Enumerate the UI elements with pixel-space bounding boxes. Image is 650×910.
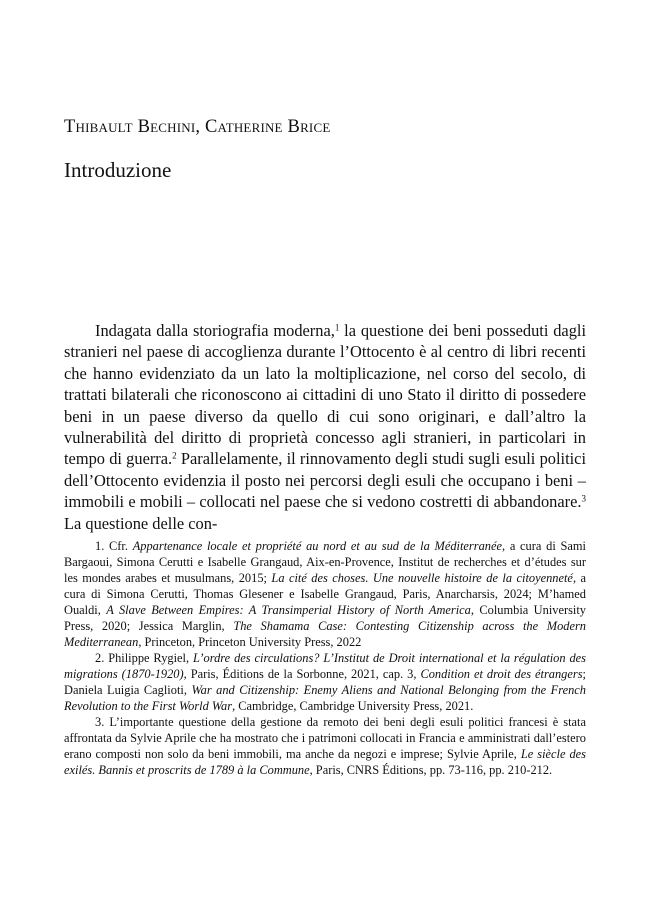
chapter-authors: Thibault Bechini, Catherine Brice [64, 117, 331, 137]
footnote-2: 2. Philippe Rygiel, L’ordre des circulations? L’Institut de Droit international et la régulation des migrations (1870-1920), Paris, Éditions de la Sorbonne, 2021, cap. 3, Condition et droit des étrangers; Daniela Luigia Caglioti, War and Citizenship: Enemy Aliens and National Belonging from the French Revolution to the First World War, Cambridge, Cambridge University Press, 2021. [64, 651, 587, 713]
footnote-ref-3: 3 [581, 493, 586, 504]
chapter-title: Introduzione [64, 158, 172, 182]
sentence: Parallelamente, il rinnovamento degli studi sugli esuli politici dell’Ottocento evidenzia il posto nei percorsi degli esuli che occupano i beni – immobili e mobili – collocati nel paese che si vedono costretti di abbandonare. [64, 449, 587, 512]
sentence: Indagata dalla storiografia moderna, [95, 321, 335, 340]
sentence: la questione dei beni posseduti dagli stranieri nel paese di accoglienza durante l’Ottocento è al centro di libri recenti che hanno evidenziato da un lato la moltiplicazione, nel corso del secolo, di trattati bilaterali che riconoscono ai cittadini di uno Stato il diritto di possedere beni in un paese diverso da quello di cui sono originari, e dall’altro la vulnerabilità del diritto di proprietà concesso agli stranieri, in particolari in tempo di guerra. [64, 321, 587, 469]
footnote-3: 3. L’importante questione della gestione da remoto dei beni degli esuli politici francesi è stata affrontata da Sylvie Aprile che ha mostrato che i patrimoni collocati in Francia e amministrati dall’estero erano composti non solo da beni immobili, ma anche da negozi e imprese; Sylvie Aprile, Le siècle des exilés. Bannis et proscrits de 1789 à la Commune, Paris, CNRS Éditions, pp. 73-116, pp. 210-212. [64, 715, 586, 777]
footnote-1: 1. Cfr. Appartenance locale et propriété au nord et au sud de la Méditerranée, a cura di Sami Bargaoui, Simona Cerutti e Isabelle Grangaud, Aix-en-Provence, Institut de recherches et d’études sur les mondes arabes et musulmans, 2015; La cité des choses. Une nouvelle histoire de la citoyenneté, a cura di Simona Cerutti, Thomas Glesener e Isabelle Grangaud, Paris, Anarcharsis, 2024; M’hamed Oualdi, A Slave Between Empires: A Transimperial History of North America, Columbia University Press, 2020; Jessica Marglin, The Shamama Case: Contesting Citizenship across the Modern Mediterranean, Princeton, Princeton University Press, 2022 [64, 539, 586, 649]
footnote-ref-1: 1 [334, 322, 340, 333]
body-text [64, 320, 586, 534]
footnote-ref-2: 2 [172, 451, 177, 462]
sentence: La questione delle con- [64, 513, 218, 533]
body-paragraph [64, 320, 586, 534]
footnotes [64, 538, 586, 778]
